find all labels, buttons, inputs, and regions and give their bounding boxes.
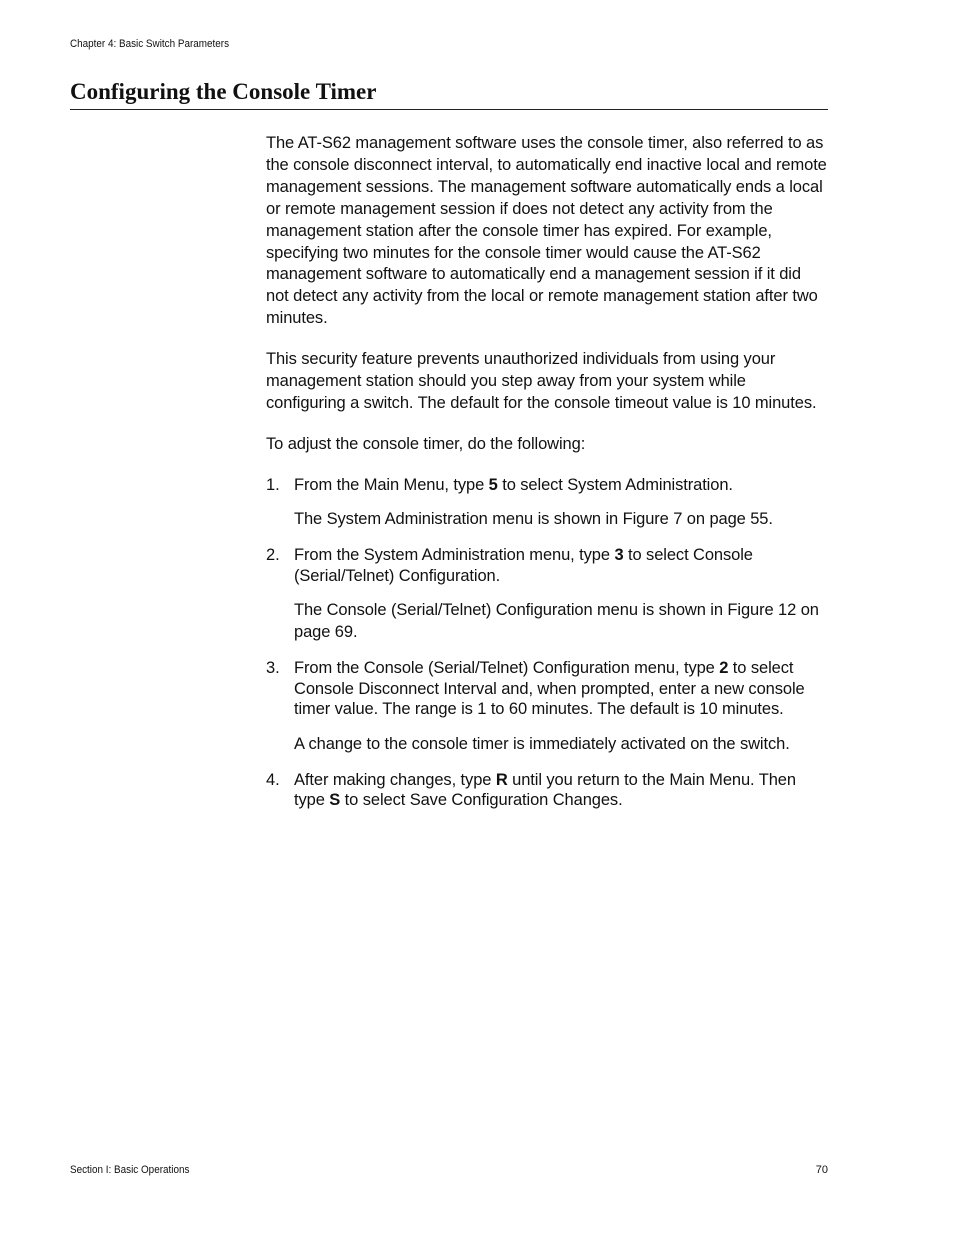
- step-note: The System Administration menu is shown in Figure 7 on page 55.: [294, 510, 773, 529]
- step-number: 4.: [266, 770, 280, 789]
- procedure-intro: To adjust the console timer, do the following:: [266, 434, 586, 453]
- menu-key: 3: [614, 546, 624, 565]
- step-2: [266, 545, 828, 643]
- step-4: [266, 770, 828, 811]
- step-note: The Console (Serial/Telnet) Configuration menu is shown in Figure 12 on page 69.: [294, 601, 819, 642]
- footer-section: Section I: Basic Operations: [70, 1164, 190, 1176]
- body-column: [266, 133, 828, 826]
- intro-paragraph: The AT-S62 management software uses the console timer, also referred to as the console disconnect interval, to automatically end inactive local and remote management sessions. The management software automatically ends a local or remote management session if does not detect any activity from the management station after the console timer has expired. For example, specifying two minutes for the console timer would cause the AT-S62 management software to automatically end a management session if it did not detect any activity from the local or remote management station after two minutes.: [266, 134, 827, 328]
- menu-key: R: [495, 770, 508, 789]
- security-paragraph: This security feature prevents unauthorized individuals from using your management station should you step away from your system while configuring a switch. The default for the console timeout value is 10 minutes.: [266, 350, 817, 412]
- step-instruction: From the Main Menu, type 5 to select System Administration.: [294, 475, 733, 494]
- step-note: A change to the console timer is immediately activated on the switch.: [294, 734, 790, 753]
- menu-key: 2: [719, 659, 729, 678]
- step-instruction: After making changes, type R until you return to the Main Menu. Then type S to select Save Configuration Changes.: [294, 770, 796, 810]
- running-header: Chapter 4: Basic Switch Parameters: [70, 38, 230, 50]
- section-title: Configuring the Console Timer: [70, 78, 828, 110]
- menu-key: 5: [488, 475, 498, 494]
- procedure-steps: [266, 475, 828, 811]
- step-number: 3.: [266, 659, 280, 678]
- step-number: 1.: [266, 475, 280, 494]
- step-instruction: From the Console (Serial/Telnet) Configuration menu, type 2 to select Console Disconnect Interval and, when prompted, enter a new console timer value. The range is 1 to 60 minutes. The default is 10 minutes.: [294, 659, 805, 719]
- page-number: 70: [815, 1164, 828, 1176]
- step-1: [266, 475, 828, 531]
- menu-key: S: [329, 791, 341, 810]
- step-3: [266, 658, 828, 755]
- step-number: 2.: [266, 546, 280, 565]
- step-instruction: From the System Administration menu, type 3 to select Console (Serial/Telnet) Configuration.: [294, 546, 753, 585]
